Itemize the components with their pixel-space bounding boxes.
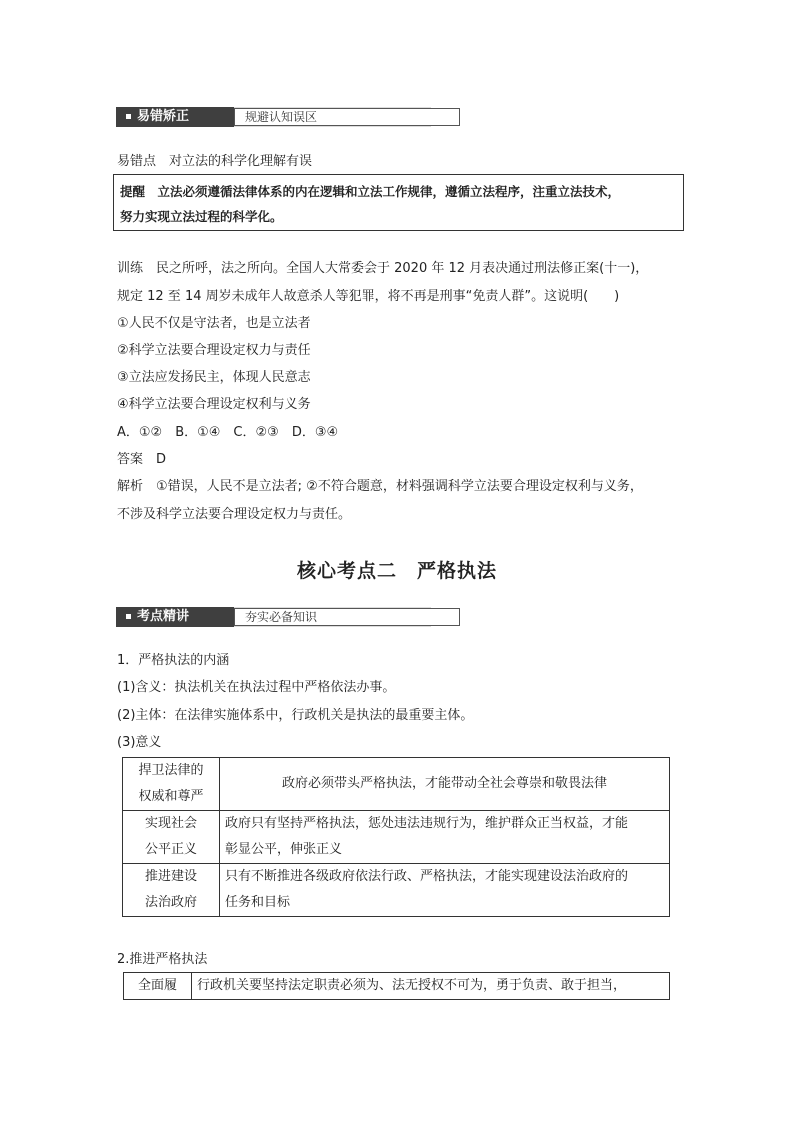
table-cell-value: 政府必须带头严格执法，才能带动全社会尊崇和敬畏法律: [220, 758, 670, 811]
banner-tag-text: 考点精讲: [137, 609, 190, 624]
content-para-1: (1)含义：执法机关在执法过程中严格依法办事。: [117, 680, 396, 695]
table-cell-value: 行政机关要坚持法定职责必须为、法无授权不可为，勇于负责、敢于担当，: [192, 973, 670, 1000]
content-heading-2: 2.推进严格执法: [117, 952, 208, 967]
table-row: [123, 864, 670, 917]
banner-tag: [116, 607, 234, 627]
table-cell-key: 推进建设 法治政府: [123, 864, 220, 917]
section-title: 核心考点二 严格执法: [296, 560, 497, 582]
option-2: ②科学立法要合理设定权力与责任: [117, 343, 311, 358]
table-cell-value: 政府只有坚持严格执法，惩处违法违规行为，维护群众正当权益，才能 彰显公平，伸张正义: [220, 811, 670, 864]
answer: 答案 D: [117, 452, 167, 467]
content-heading-1: 1．严格执法的内涵: [117, 653, 230, 668]
banner-subtitle: 规避认知误区: [234, 108, 460, 126]
significance-table: [122, 757, 670, 917]
banner-subtitle: 夯实必备知识: [234, 608, 460, 626]
exercise-question-line-2: 规定 12 至 14 周岁未成年人故意杀人等犯罪，将不再是刑事“免责人群”。这说明( ): [117, 289, 620, 304]
choices: A．①② B．①④ C．②③ D．③④: [117, 425, 339, 440]
table-row: [123, 811, 670, 864]
table-cell-key: 全面履: [124, 973, 192, 1000]
content-para-2: (2)主体：在法律实施体系中，行政机关是执法的最重要主体。: [117, 708, 474, 723]
tip-box: [113, 174, 684, 231]
banner-tag-text: 易错矫正: [137, 109, 190, 124]
enforcement-table: [123, 972, 670, 1000]
analysis-line-1: 解析 ①错误，人民不是立法者; ②不符合题意，材料强调科学立法要合理设定权利与义务，: [117, 479, 643, 494]
option-3: ③立法应发扬民主，体现人民意志: [117, 370, 311, 385]
error-point: 易错点 对立法的科学化理解有误: [117, 154, 313, 169]
banner-tag: [116, 107, 234, 127]
tip-line-1: 提醒 立法必须遵循法律体系的内在逻辑和立法工作规律，遵循立法程序，注重立法技术，: [120, 184, 621, 199]
table-row: [123, 758, 670, 811]
square-icon: [126, 614, 131, 619]
option-1: ①人民不仅是守法者，也是立法者: [117, 316, 311, 331]
option-4: ④科学立法要合理设定权利与义务: [117, 397, 311, 412]
content-para-3: (3)意义: [117, 735, 162, 750]
table-row: [124, 973, 670, 1000]
square-icon: [126, 114, 131, 119]
tip-line-2: 努力实现立法过程的科学化。: [120, 209, 283, 224]
table-cell-value: 只有不断推进各级政府依法行政、严格执法，才能实现建设法治政府的 任务和目标: [220, 864, 670, 917]
section-banner-key-points: [116, 607, 431, 627]
table-cell-key: 捍卫法律的 权威和尊严: [123, 758, 220, 811]
analysis-line-2: 不涉及科学立法要合理设定权力与责任。: [117, 507, 352, 522]
table-cell-key: 实现社会 公平正义: [123, 811, 220, 864]
section-banner-error-correction: [116, 107, 431, 127]
exercise-question-line-1: 训练 民之所呼，法之所向。全国人大常委会于 2020 年 12 月表决通过刑法修正案(十一)，: [117, 261, 649, 276]
